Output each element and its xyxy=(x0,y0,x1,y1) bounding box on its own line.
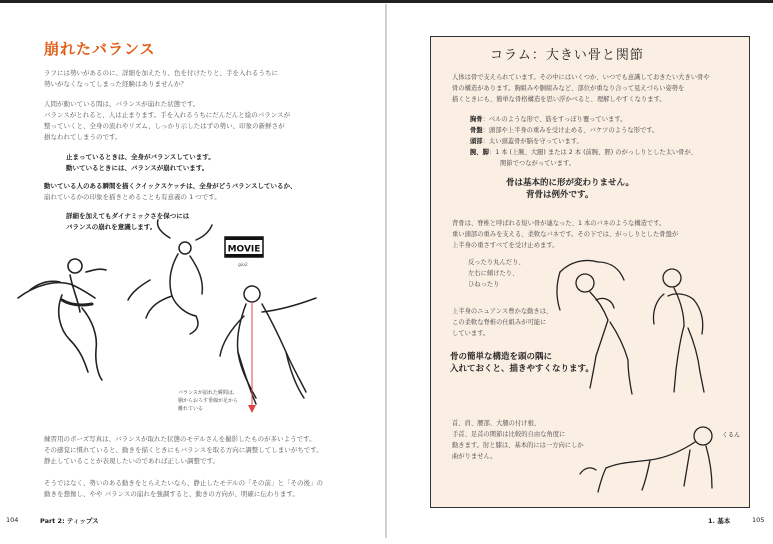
left-page-number: 104 xyxy=(6,516,19,524)
movie-label: MOVIE xyxy=(227,244,261,255)
term-row: 胸骨：ベルのような形で、筋をすっぽり覆っています。 xyxy=(470,116,627,123)
column-paragraph-5: 首、肩、腰部、大腿の付け根、 手首、足首の関節は比較的自由な角度に 動きます。肘と膝は、基本的には一方向にしか 曲がりません。 xyxy=(452,420,584,460)
column-paragraph-1: 人体は骨で支えられています。その中にはいくつか、いつでも意識しておきたい大きい骨や 骨の構造があります。胸組みや胴組みなど、部位が重なり合って見えづらい姿勢を 描くときにも、簡単な骨格構造を思い浮かべると、理解しやすくなります。 xyxy=(452,74,710,103)
small-handwritten-note: くるん xyxy=(722,432,741,439)
emphasis-2: 詳細を加えてもダイナミックさを保つには バランスの崩れを意識します。 xyxy=(66,212,190,231)
figure-caption: バランスが崩れた瞬間は、 胴からおろす垂線が足から 離れている xyxy=(178,390,239,412)
skeleton-b-skull xyxy=(663,269,681,287)
column-paragraph-3: 反ったり丸んだり、 左右に傾けたり、 ひねったり xyxy=(468,259,525,288)
para2-line1: 動いている人のある瞬間を描くクイックスケッチは、全身がどうバランスしているか、 xyxy=(44,182,297,190)
left-running-head: Part 2: ティップス xyxy=(40,517,99,525)
right-page-number: 105 xyxy=(752,516,765,524)
column-paragraph-4: 上半身のニュアンス豊かな動きは、 この柔軟な脊椎の仕組みが可能に しています。 xyxy=(452,308,553,337)
skeleton-a-skull xyxy=(576,274,594,292)
paragraph-3: 練習用のポーズ写真は、バランスが取れた状態のモデルさんを撮影したものが多いようです。 その感覚に慣れていると、動きを描くときにもバランスを取る方向に調整してしまいがちです。 静止していることが表現したいのであれば正しい調整です。 xyxy=(44,435,323,465)
handwritten-note-1: 骨は基本的に形が変わりません。 背骨は例外です。 xyxy=(506,178,635,200)
term-row: 頭部：太い頭蓋骨が脳を守っています。 xyxy=(470,138,583,145)
column-title: コラム：大きい骨と関節 xyxy=(490,48,644,63)
term-continuation: 関節でつながっています。 xyxy=(500,160,576,167)
intro-paragraph: ラフには勢いがあるのに、詳細を加えたり、色を付けたりと、手を入れるうちに 勢いがなくなってしまった経験はありませんか？ xyxy=(44,69,278,88)
right-running-head: 1. 基本 xyxy=(708,517,731,525)
term-row: 腕、脚：1 本 (上腕、大腿) または 2 本 (前腕、脛) のがっしりとした太い骨が、 xyxy=(470,149,698,156)
skeleton-c-skull xyxy=(694,427,712,445)
paragraph-1: 人間が動いている間は、バランスが崩れた状態です。 バランスがとれると、人は止まります。手を入れるうちにだんだんと絵のバランスが 整っていくと、全身の流れやリズム、しっかり示したはずの勢い、印象の新鮮さが 損なわれてしまうのです。 xyxy=(44,100,291,141)
term-row: 骨盤：頭部や上半身の重みを受け止める、バケツのような形です。 xyxy=(470,127,659,134)
section-title: 崩れたバランス xyxy=(44,40,156,58)
emphasis-1: 止まっているときは、全身がバランスしています。 動いているときには、バランスが崩れています。 xyxy=(66,153,215,172)
paragraph-2: 動いている人のある瞬間を描くクイックスケッチは、全身がどうバランスしているか、 崩れているかの印象を描きとめることも有意義の 1 つです。 xyxy=(44,182,297,201)
handwritten-note-2: 骨の簡単な構造を頭の隅に 入れておくと、描きやすくなります。 xyxy=(450,352,594,374)
movie-sub: gio2 xyxy=(238,263,248,268)
paragraph-4: そうではなく、勢いのある動きをとらえたいなら、静止したモデルの「その前」と「その後」の 動きを想像し、やや バランスの崩れを強調すると、動きの方向が、明確に伝わります。 xyxy=(44,479,324,498)
column-paragraph-2: 背骨は、脊椎と呼ばれる短い骨が連なった、1 本のバネのような構造です。 重い頭部の重みを支える、柔軟なバネです。その下では、がっしりとした骨盤が 上半身の重さすべてを受け止めます。 xyxy=(452,220,679,249)
